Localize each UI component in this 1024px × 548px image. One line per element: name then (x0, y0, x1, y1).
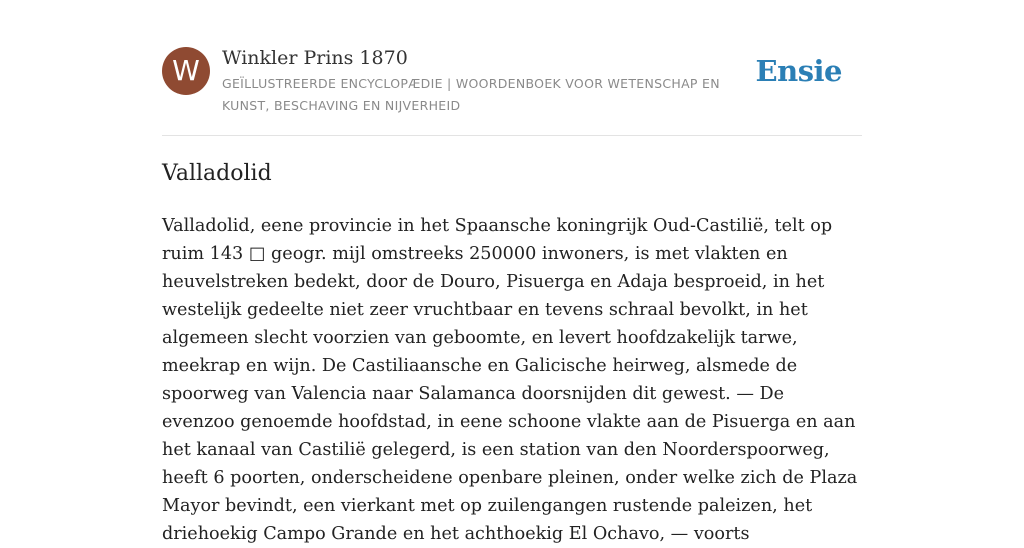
article-body: Valladolid, eene provincie in het Spaansche koningrijk Oud-Castilië, telt op ruim 143 □ geogr. mijl omstreeks 250000 inwoners, is met vlakten en heuvelstreken bedekt, door de Douro, Pisuerga en Adaja besproeid, in het westelijk gedeelte niet zeer vruchtbaar en tevens schraal bevolkt, in het algemeen slecht voorzien van geboomte, en levert hoofdzakelijk tarwe, meekrap en wijn. De Castiliaansche en Galicische heirweg, alsmede de spoorweg van Valencia naar Salamanca doorsnijden dit gewest. — De evenzoo genoemde hoofdstad, in eene schoone vlakte aan de Pisuerga en aan het kanaal van Castilië gelegerd, is een station van den Noorderspoorweg, heeft 6 poorten, onderscheidene openbare pleinen, onder welke zich de Plaza Mayor bevindt, een vierkant met op zuilengangen rustende paleizen, het driehoekig Campo Grande en het achthoekig El Ochavo, — voorts (162, 216, 858, 544)
ensie-logo[interactable]: Ensie (755, 54, 842, 88)
source-header (162, 46, 862, 116)
source-title[interactable]: Winkler Prins 1870 (222, 47, 408, 69)
article-title: Valladolid (162, 161, 272, 186)
source-avatar[interactable]: W (162, 47, 210, 95)
header-divider (162, 135, 862, 136)
source-subtitle: GEÏLLUSTREERDE ENCYCLOPÆDIE | WOORDENBOEK VOOR WETENSCHAP EN KUNST, BESCHAVING EN NIJVERHEID (222, 76, 720, 113)
